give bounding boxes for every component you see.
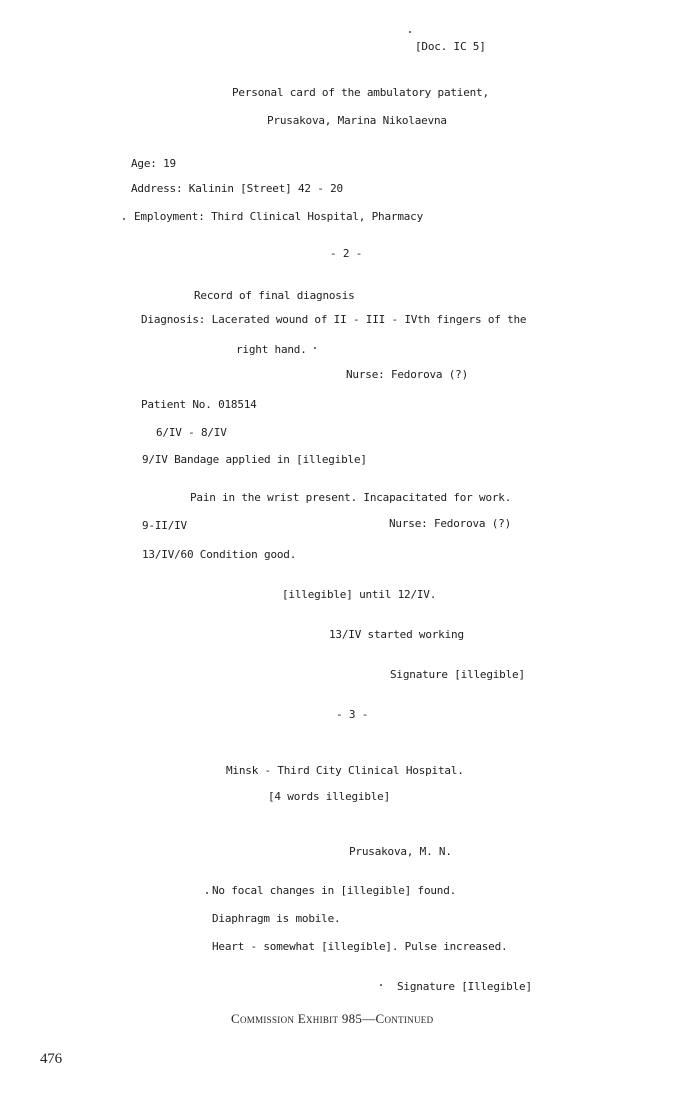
patient-short-name: Prusakova, M. N. [349,845,452,858]
page-marker-3: - 3 - [336,708,369,721]
date-range: 6/IV - 8/IV [156,426,227,439]
diagnosis-line: Diagnosis: Lacerated wound of II - III - IVth fingers of the [141,313,527,326]
record-heading: Record of final diagnosis [194,289,355,302]
document-reference: [Doc. IC 5] [415,40,486,53]
card-title: Personal card of the ambulatory patient, [232,86,489,99]
diaphragm-line: Diaphragm is mobile. [212,912,341,925]
patient-name-heading: Prusakova, Marina Nikolaevna [267,114,447,127]
focal-changes-line: No focal changes in [illegible] found. [212,884,457,897]
nurse-signature-2: Nurse: Fedorova (?) [389,517,512,530]
patient-number: Patient No. 018514 [141,398,257,411]
bandage-entry: 9/IV Bandage applied in [illegible] [142,453,367,466]
employment-line: Employment: Third Clinical Hospital, Pharmacy [134,210,424,223]
illegible-until-entry: [illegible] until 12/IV. [282,588,437,601]
page-number: 476 [40,1051,62,1067]
heart-line: Heart - somewhat [illegible]. Pulse increased. [212,940,508,953]
illegible-words-note: [4 words illegible] [268,790,391,803]
page-marker-2: - 2 - [330,247,363,260]
scan-speck [314,347,316,349]
hospital-heading: Minsk - Third City Clinical Hospital. [226,764,464,777]
diagnosis-continuation: right hand. [236,343,307,356]
scan-speck [206,892,208,894]
started-working-entry: 13/IV started working [329,628,464,641]
scan-speck [380,984,382,986]
condition-entry: 13/IV/60 Condition good. [142,548,297,561]
scan-speck [409,31,411,33]
scan-speck [123,218,125,220]
address-line: Address: Kalinin [Street] 42 - 20 [131,182,343,195]
pain-note: Pain in the wrist present. Incapacitated for work. [190,491,512,504]
exhibit-caption: Commission Exhibit 985—Continued [231,1011,434,1026]
age-line: Age: 19 [131,157,176,170]
signature-line-2: Signature [Illegible] [397,980,532,993]
nurse-signature-1: Nurse: Fedorova (?) [346,368,469,381]
signature-line-1: Signature [illegible] [390,668,525,681]
date-entry: 9-II/IV [142,519,187,532]
